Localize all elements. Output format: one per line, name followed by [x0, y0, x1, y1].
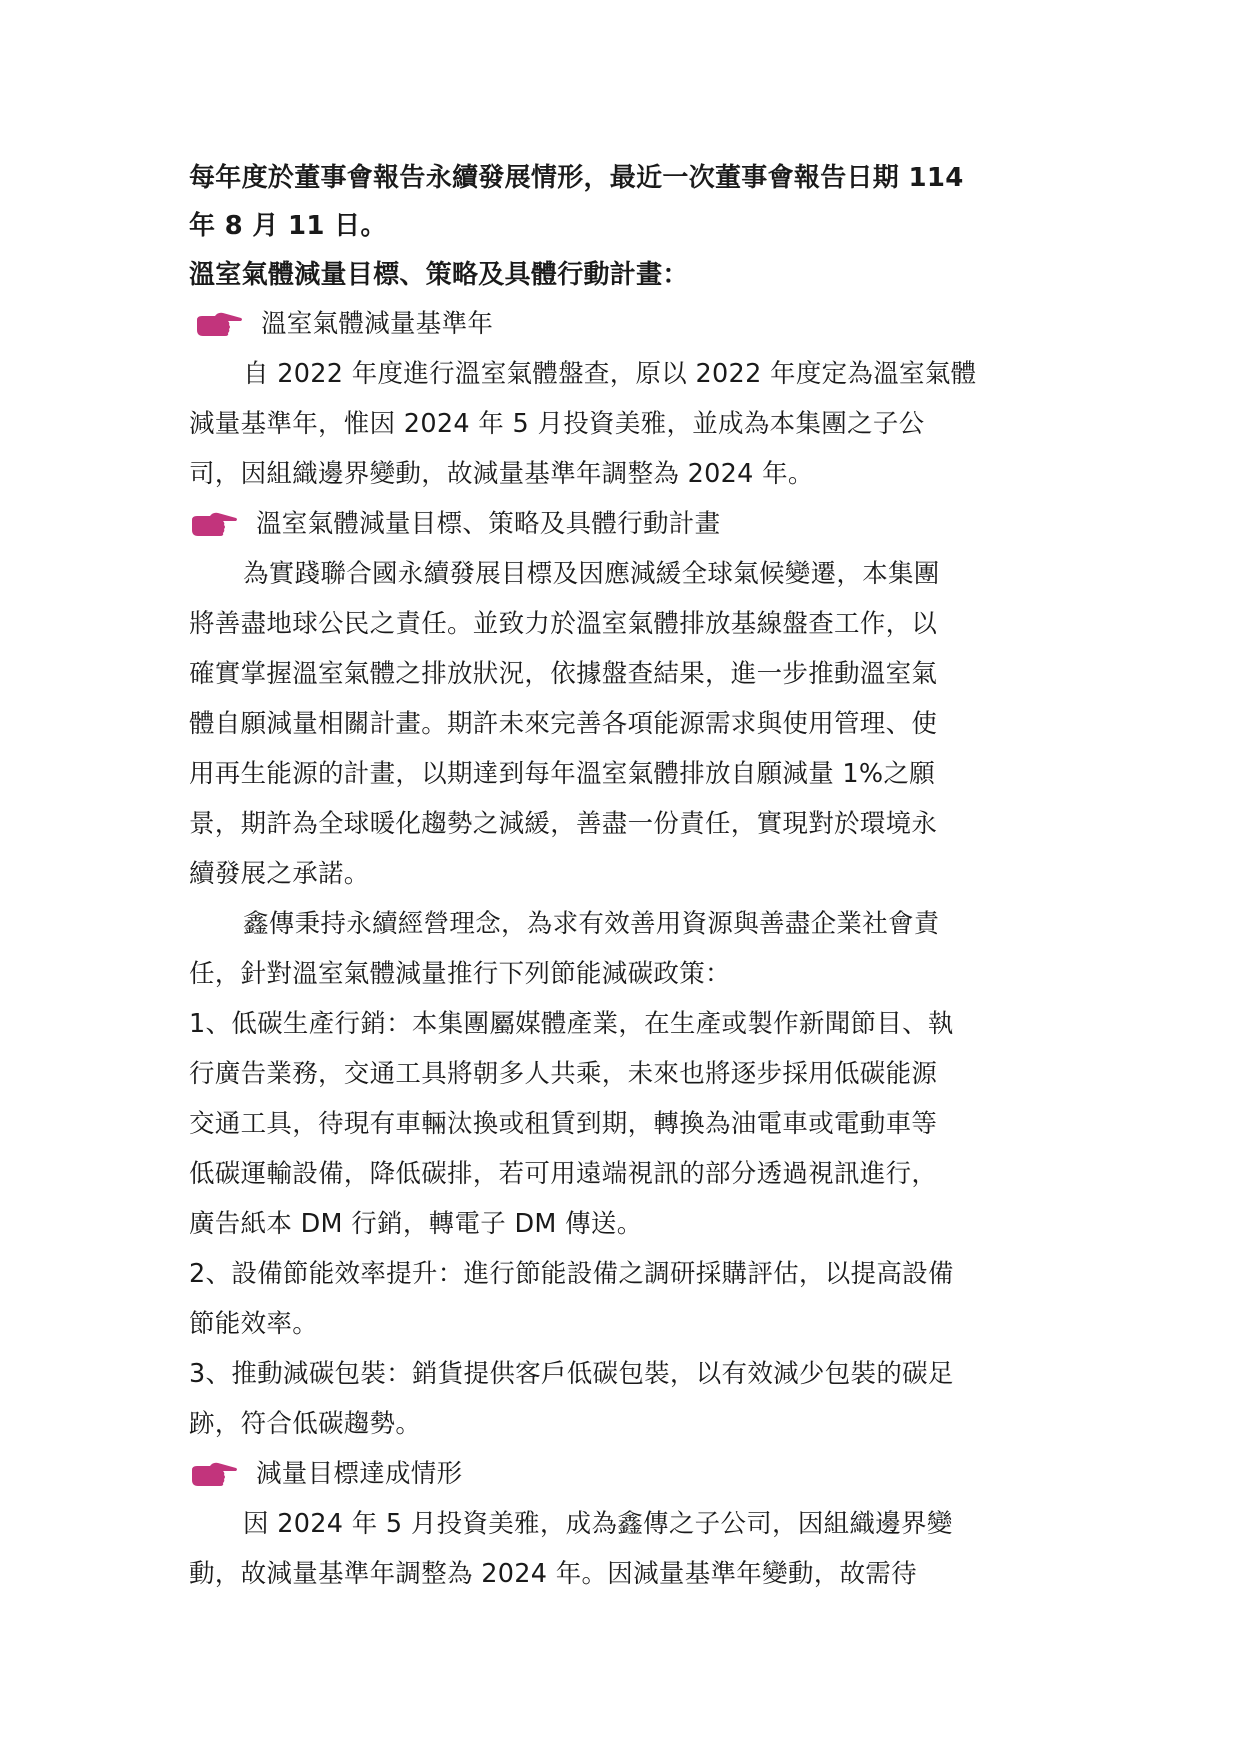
paragraph-line: 動，故減量基準年調整為 2024 年。因減量基準年變動，故需待 [189, 1559, 917, 1589]
section-title: 溫室氣體減量目標、策略及具體行動計畫： [189, 260, 689, 290]
paragraph-line: 鑫傳秉持永續經營理念，為求有效善用資源與善盡企業社會責 [243, 909, 940, 939]
pointing-hand-icon [195, 310, 243, 338]
list-item-line: 跡，符合低碳趨勢。 [189, 1409, 422, 1439]
paragraph-line: 減量基準年，惟因 2024 年 5 月投資美雅，並成為本集團之子公 [189, 409, 925, 439]
paragraph-line: 將善盡地球公民之責任。並致力於溫室氣體排放基線盤查工作，以 [189, 609, 938, 639]
list-item-line: 節能效率。 [189, 1309, 319, 1339]
pointing-hand-icon [190, 510, 238, 538]
paragraph-line: 體自願減量相關計畫。期許未來完善各項能源需求與使用管理、使 [189, 709, 938, 739]
list-item-line: 2、設備節能效率提升：進行節能設備之調研採購評估，以提高設備 [189, 1259, 954, 1289]
paragraph-line: 任，針對溫室氣體減量推行下列節能減碳政策： [189, 959, 731, 989]
list-item-line: 3、推動減碳包裝：銷貨提供客戶低碳包裝，以有效減少包裝的碳足 [189, 1359, 954, 1389]
paragraph-line: 自 2022 年度進行溫室氣體盤查，原以 2022 年度定為溫室氣體 [243, 359, 977, 389]
paragraph-line: 司，因組織邊界變動，故減量基準年調整為 2024 年。 [189, 459, 814, 489]
list-item-line: 廣告紙本 DM 行銷，轉電子 DM 傳送。 [189, 1209, 643, 1239]
list-item-line: 交通工具，待現有車輛汰換或租賃到期，轉換為油電車或電動車等 [189, 1109, 938, 1139]
paragraph-line: 用再生能源的計畫，以期達到每年溫室氣體排放自願減量 1%之願 [189, 759, 936, 789]
list-item-line: 行廣告業務，交通工具將朝多人共乘，未來也將逐步採用低碳能源 [189, 1059, 938, 1089]
paragraph-line: 續發展之承諾。 [189, 859, 370, 889]
subsection-heading-label: 減量目標達成情形 [256, 1459, 463, 1489]
pointing-hand-icon [190, 1460, 238, 1488]
list-item-line: 低碳運輸設備，降低碳排，若可用遠端視訊的部分透過視訊進行， [189, 1159, 938, 1189]
intro-line-1: 每年度於董事會報告永續發展情形，最近一次董事會報告日期 114 [189, 163, 964, 193]
subsection-heading-label: 溫室氣體減量基準年 [261, 309, 494, 339]
paragraph-line: 因 2024 年 5 月投資美雅，成為鑫傳之子公司，因組織邊界變 [243, 1509, 953, 1539]
list-item-line: 1、低碳生產行銷：本集團屬媒體產業，在生產或製作新聞節目、執 [189, 1009, 954, 1039]
paragraph-line: 確實掌握溫室氣體之排放狀況，依據盤查結果，進一步推動溫室氣 [189, 659, 938, 689]
paragraph-line: 為實踐聯合國永續發展目標及因應減緩全球氣候變遷，本集團 [243, 559, 940, 589]
paragraph-line: 景，期許為全球暖化趨勢之減緩，善盡一份責任，實現對於環境永 [189, 809, 938, 839]
intro-line-2: 年 8 月 11 日。 [189, 211, 387, 241]
subsection-heading-label: 溫室氣體減量目標、策略及具體行動計畫 [256, 509, 721, 539]
